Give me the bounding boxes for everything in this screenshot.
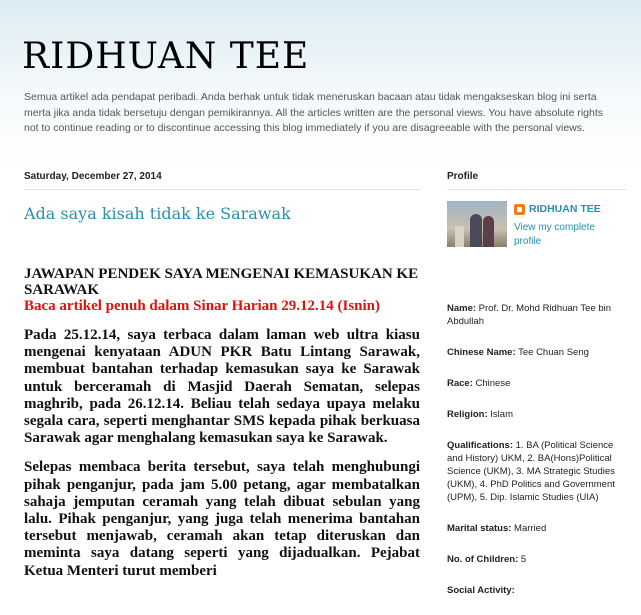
- info-label: Race:: [447, 378, 473, 389]
- info-chinese-name: [447, 346, 627, 359]
- profile-info-list: [447, 302, 627, 597]
- info-label: Qualifications:: [447, 440, 513, 451]
- header-background: [0, 0, 641, 170]
- info-value: Tee Chuan Seng: [515, 347, 589, 358]
- profile-name-link[interactable]: RIDHUAN TEE: [529, 203, 601, 215]
- info-value: 5: [518, 554, 527, 565]
- info-marital-status: [447, 522, 627, 535]
- post-headline: JAWAPAN PENDEK SAYA MENGENAI KEMASUKAN KE SARAWAK: [24, 266, 419, 298]
- blog-title[interactable]: RIDHUAN TEE: [22, 36, 310, 77]
- sidebar: [447, 170, 627, 615]
- main-column: [24, 170, 420, 580]
- post-title-link[interactable]: Ada saya kisah tidak ke Sarawak: [24, 204, 291, 223]
- info-value: Chinese: [472, 378, 511, 389]
- post-date: Saturday, December 27, 2014: [24, 170, 420, 190]
- info-value: Married: [511, 523, 547, 534]
- info-value: Prof. Dr. Mohd Ridhuan Tee bin Abdullah: [447, 303, 612, 327]
- info-label: Religion:: [447, 409, 488, 420]
- info-race: [447, 377, 627, 390]
- info-value: Islam: [487, 409, 513, 420]
- info-qualifications: [447, 439, 627, 504]
- info-label: Chinese Name:: [447, 347, 516, 358]
- info-label: No. of Children:: [447, 554, 519, 565]
- photo-figure-left: [455, 226, 464, 247]
- profile-photo[interactable]: [447, 201, 507, 247]
- info-value: 1. BA (Political Science and History) UKM, 2. BA(Hons)Political Science (UKM), 3. MA Strategic Studies (UKM), 4. PhD Politics and Government (UPM), 5. Dip. Islamic Studies (UIA): [447, 440, 615, 503]
- info-label: Social Activity:: [447, 585, 515, 596]
- post-paragraph-1: Pada 25.12.14, saya terbaca dalam laman web ultra kiasu mengenai kenyataan ADUN PKR Batu Lintang Sarawak, membuat bantahan terhadap kemasukan saya ke Sarawak untuk berceramah di Masjid Daerah Sematan, selepas maghrib, pada 26.12.14. Beliau telah sedaya upaya melaku segala cara, seperti menghantar SMS kepada pihak berkuasa Sarawak agar menghalang kemasukan saya ke Sarawak.: [24, 327, 420, 447]
- photo-figure-man: [470, 214, 482, 247]
- info-children: [447, 553, 627, 566]
- post-paragraph-2: Selepas membaca berita tersebut, saya telah menghubungi pihak penganjur, pada jam 5.00 petang, agar membatalkan sahaja jemputan ceramah yang telah dibuat sebulan yang lalu. Pihak penganjur, yang juga telah menerima bantahan tersebut menjawab, ceramah akan tetap diteruskan dan meminta saya datang seperti yang dijadualkan. Pejabat Ketua Menteri turut memberi: [24, 459, 420, 579]
- info-label: Name:: [447, 303, 477, 314]
- info-label: Marital status:: [447, 523, 512, 534]
- view-profile-link[interactable]: View my complete profile: [514, 222, 595, 247]
- profile-widget: [447, 201, 627, 281]
- info-name: [447, 302, 627, 328]
- post-body: [24, 266, 420, 580]
- info-social-activity: [447, 584, 627, 597]
- blogger-icon: [514, 204, 525, 215]
- info-religion: [447, 408, 627, 421]
- source-article-note: Baca artikel penuh dalam Sinar Harian 29.12.14 (Isnin): [24, 298, 381, 314]
- blog-description: Semua artikel ada pendapat peribadi. Anda berhak untuk tidak meneruskan bacaan atau tidak mengakseskan blog ini serta merta jika anda tidak bersetuju dengan pemikirannya. All the articles written are the personal views. You have absolute rights not to continue reading or to discontinue accessing this blog immediately if you are disagreeable with the personal views.: [24, 91, 604, 134]
- sidebar-heading-profile: Profile: [447, 170, 627, 190]
- photo-figure-woman: [483, 216, 494, 247]
